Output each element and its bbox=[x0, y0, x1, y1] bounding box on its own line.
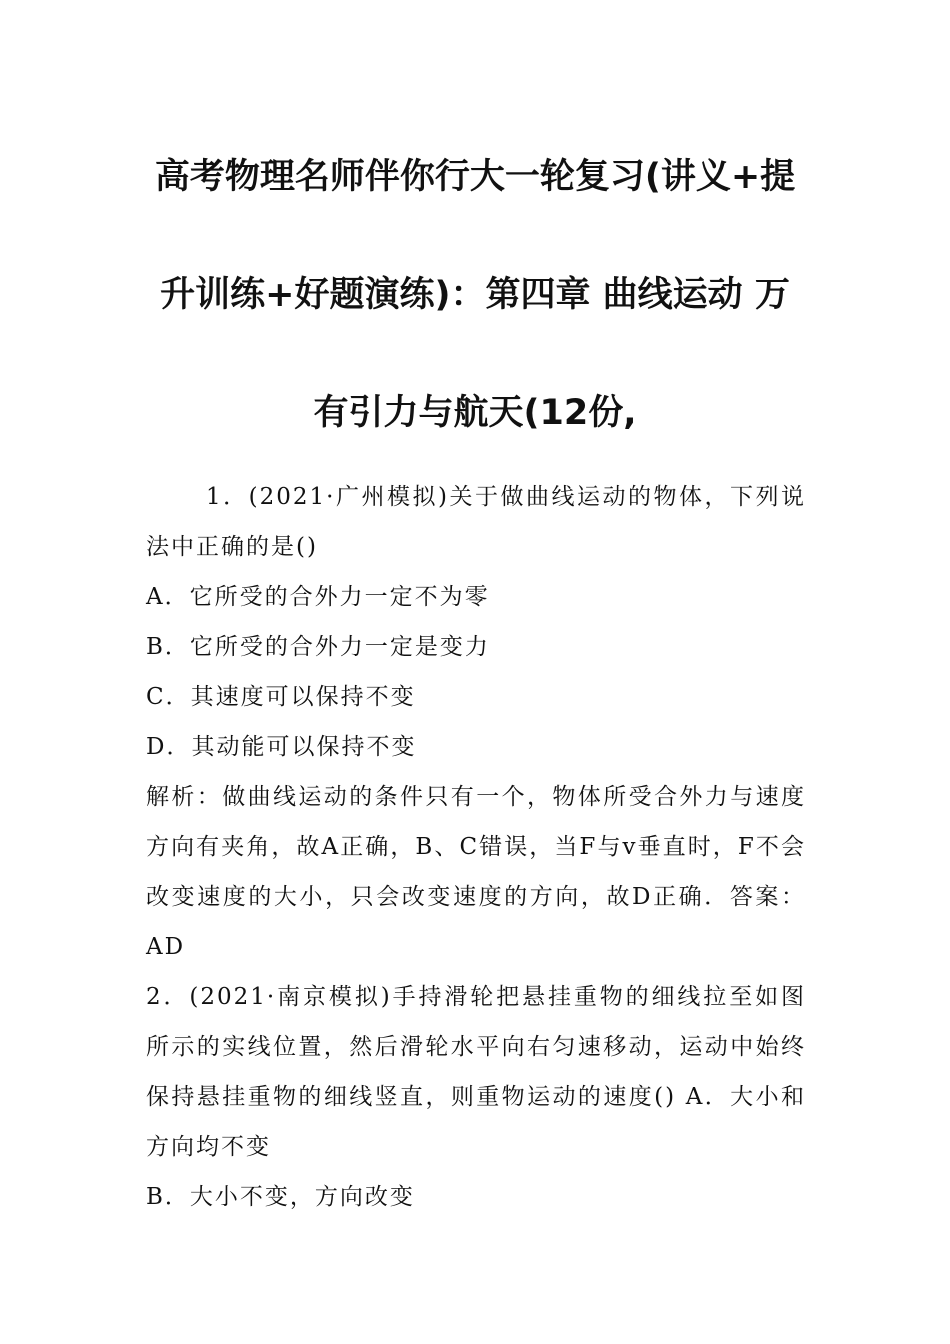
question-2-option-b: B．大小不变，方向改变 bbox=[146, 1184, 415, 1210]
title-line-2: 升训练+好题演练)：第四章 曲线运动 万 bbox=[160, 275, 790, 315]
question-1-option-a: A．它所受的合外力一定不为零 bbox=[146, 584, 490, 610]
question-1-option-d: D．其动能可以保持不变 bbox=[146, 734, 417, 760]
question-1-option-c: C．其速度可以保持不变 bbox=[146, 684, 416, 710]
title-line-1: 高考物理名师伴你行大一轮复习(讲义+提 bbox=[154, 157, 796, 197]
title-line-3: 有引力与航天(12份, bbox=[313, 393, 637, 433]
document-title bbox=[140, 118, 810, 472]
document-body bbox=[146, 472, 806, 1222]
question-1-explanation: 解析：做曲线运动的条件只有一个，物体所受合外力与速度方向有夹角，故A正确，B、C错误，当F与v垂直时，F不会改变速度的大小，只会改变速度的方向，故D正确．答案：AD bbox=[146, 784, 806, 960]
question-1-stem: 1．(2021·广州模拟)关于做曲线运动的物体，下列说法中正确的是() bbox=[146, 484, 806, 560]
question-1-option-b: B．它所受的合外力一定是变力 bbox=[146, 634, 490, 660]
question-2-stem: 2．(2021·南京模拟)手持滑轮把悬挂重物的细线拉至如图所示的实线位置，然后滑轮水平向右匀速移动，运动中始终保持悬挂重物的细线竖直，则重物运动的速度() A．大小和方向均不变 bbox=[146, 984, 806, 1160]
